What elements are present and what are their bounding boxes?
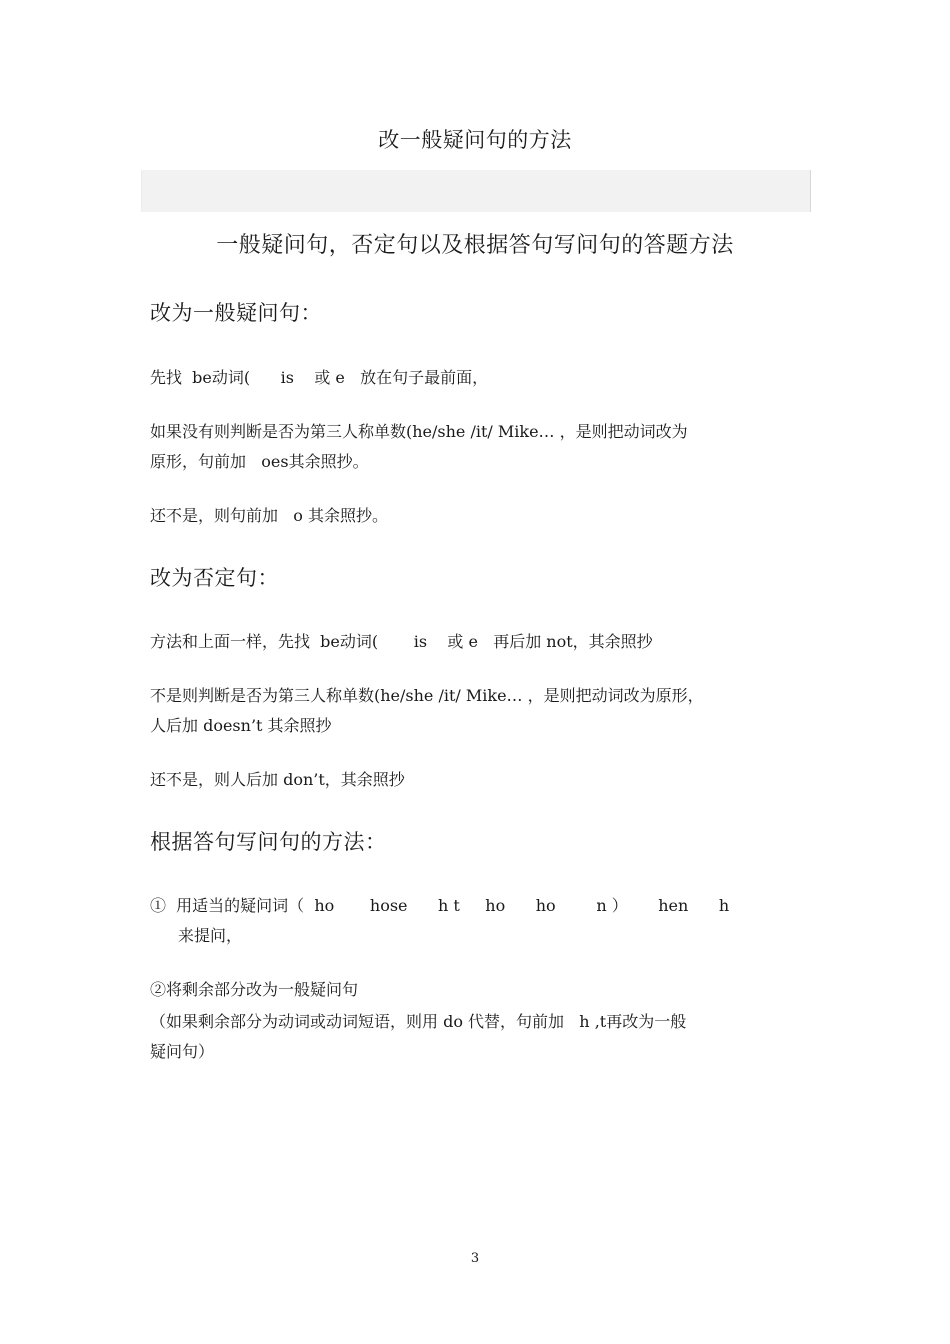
negative-rule-1: 方法和上面一样，先找 be动词( is 或 e 再后加 not，其余照抄 (150, 632, 653, 651)
wh-item-2-line-2: （如果剩余部分为动词或动词短语，则用 do 代替，句前加 h ,t再改为一般 (150, 1012, 687, 1031)
question-rule-3: 还不是，则句前加 o 其余照抄。 (150, 506, 388, 525)
section-heading-negative: 改为否定句： (150, 566, 279, 590)
question-rule-2b: 原形，句前加 oes其余照抄。 (150, 452, 369, 471)
section-heading-question: 改为一般疑问句： (150, 301, 322, 325)
negative-rule-3: 还不是，则人后加 don’t，其余照抄 (150, 770, 405, 789)
page-number: 3 (470, 1251, 480, 1266)
wh-item-2-line-3: 疑问句） (150, 1042, 215, 1061)
section-heading-wh-question: 根据答句写问句的方法： (150, 830, 387, 854)
question-rule-2: 如果没有则判断是否为第三人称单数(he/she /it/ Mike… ，是则把动词改为 (150, 422, 688, 441)
page-title: 改一般疑问句的方法 (378, 128, 572, 152)
negative-rule-2b: 人后加 doesn’t 其余照抄 (150, 716, 332, 735)
wh-item-2-line-1: ②将剩余部分改为一般疑问句 (150, 980, 359, 999)
wh-item-1-line-1: ① 用适当的疑问词（ ho hose h t ho ho n ） hen h (150, 896, 730, 915)
wh-item-1-line-2: 来提问， (178, 926, 243, 945)
negative-rule-2: 不是则判断是否为第三人称单数(he/she /it/ Mike… ，是则把动词改为原形， (150, 686, 704, 705)
question-rule-1: 先找 be动词( is 或 e 放在句子最前面， (150, 368, 489, 387)
document-subtitle: 一般疑问句，否定句以及根据答句写问句的答题方法 (216, 233, 734, 258)
header-band (141, 170, 811, 212)
